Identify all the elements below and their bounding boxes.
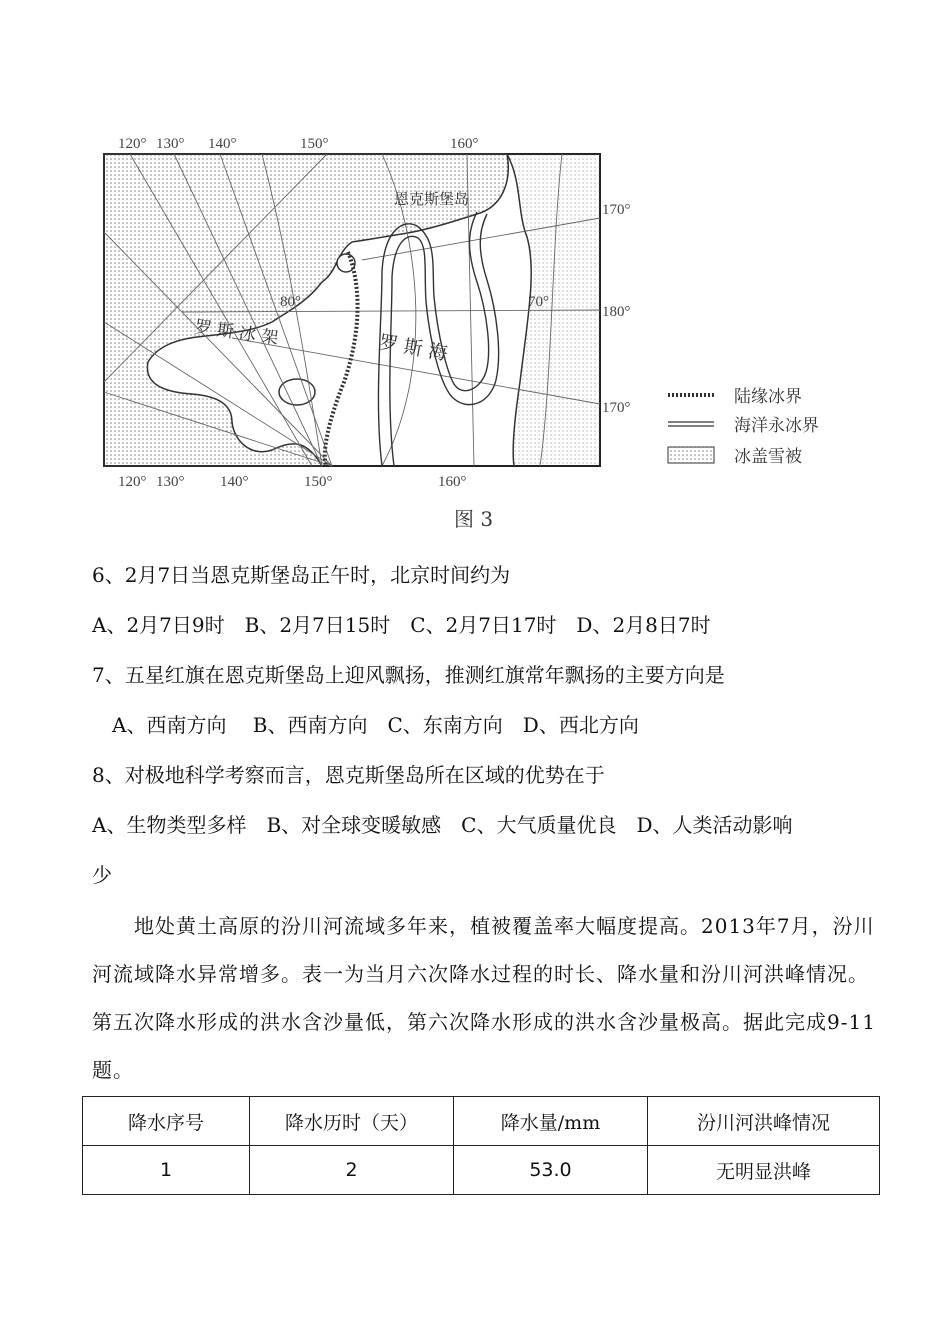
passage bbox=[92, 902, 887, 1094]
passage-text: 地处黄土高原的汾川河流域多年来，植被覆盖率大幅度提高。2013年7月，汾川河流域降水异常增多。表一为当月六次降水过程的时长、降水量和汾川河洪峰情况。第五次降水形成的洪水含沙量低，第六次降水形成的洪水含沙量极高。据此完成9-11题。 bbox=[92, 914, 876, 1082]
legend-label: 海洋永冰界 bbox=[734, 416, 819, 436]
table-header-cell: 降水量/mm bbox=[454, 1097, 648, 1146]
legend-label: 陆缘冰界 bbox=[734, 387, 802, 407]
bottom-lon-label: 160° bbox=[438, 474, 467, 490]
figure-caption: 图 3 bbox=[454, 507, 494, 531]
top-lon-label: 120° bbox=[118, 136, 147, 152]
island-label: 恩克斯堡岛 bbox=[394, 190, 470, 208]
bottom-lon-label: 150° bbox=[304, 474, 333, 490]
legend-dotted-fill-symbol bbox=[668, 447, 714, 463]
ice-shelf-label: 罗 斯 冰 架 bbox=[193, 317, 280, 349]
table-header-cell: 降水序号 bbox=[83, 1097, 250, 1146]
table-row bbox=[83, 1146, 880, 1195]
top-lon-label: 140° bbox=[208, 136, 237, 152]
bottom-lon-label: 130° bbox=[156, 474, 185, 490]
question-6-options: A、2月7日9时 B、2月7日15时 C、2月7日17时 D、2月8日7时 bbox=[92, 613, 711, 637]
question-7-stem: 7、五星红旗在恩克斯堡岛上迎风飘扬，推测红旗常年飘扬的主要方向是 bbox=[92, 663, 725, 687]
right-lon-label: 170° bbox=[602, 202, 631, 218]
table-cell: 无明显洪峰 bbox=[648, 1146, 880, 1195]
map-figure bbox=[82, 122, 872, 542]
legend-label: 冰盖雪被 bbox=[734, 447, 802, 467]
top-lon-label: 130° bbox=[156, 136, 185, 152]
table-header-row bbox=[83, 1097, 880, 1146]
right-lon-label: 180° bbox=[602, 304, 631, 320]
right-lon-label: 170° bbox=[602, 400, 631, 416]
bottom-lon-label: 140° bbox=[220, 474, 249, 490]
table-header-cell: 汾川河洪峰情况 bbox=[648, 1097, 880, 1146]
lat-label: 80° bbox=[280, 294, 301, 310]
table-cell: 53.0 bbox=[454, 1146, 648, 1195]
top-lon-label: 160° bbox=[450, 136, 479, 152]
question-8-options: A、生物类型多样 B、对全球变暖敏感 C、大气质量优良 D、人类活动影响 bbox=[92, 813, 793, 837]
small-lake bbox=[279, 379, 315, 405]
question-7-options: A、西南方向 B、西南方向 C、东南方向 D、西北方向 bbox=[112, 713, 639, 737]
ross-sea-map bbox=[82, 122, 872, 542]
question-6-stem: 6、2月7日当恩克斯堡岛正午时，北京时间约为 bbox=[92, 563, 511, 587]
table-cell: 2 bbox=[250, 1146, 454, 1195]
question-8-options-continued: 少 bbox=[92, 863, 112, 887]
lat-label: 70° bbox=[528, 294, 549, 310]
question-8-stem: 8、对极地科学考察而言，恩克斯堡岛所在区域的优势在于 bbox=[92, 763, 605, 787]
map-legend bbox=[668, 386, 819, 467]
top-lon-label: 150° bbox=[300, 136, 329, 152]
bottom-lon-label: 120° bbox=[118, 474, 147, 490]
sea-label: 罗 斯 海 bbox=[377, 331, 449, 365]
table-header-cell: 降水历时（天） bbox=[250, 1097, 454, 1146]
rainfall-table bbox=[82, 1096, 880, 1195]
table-cell: 1 bbox=[83, 1146, 250, 1195]
